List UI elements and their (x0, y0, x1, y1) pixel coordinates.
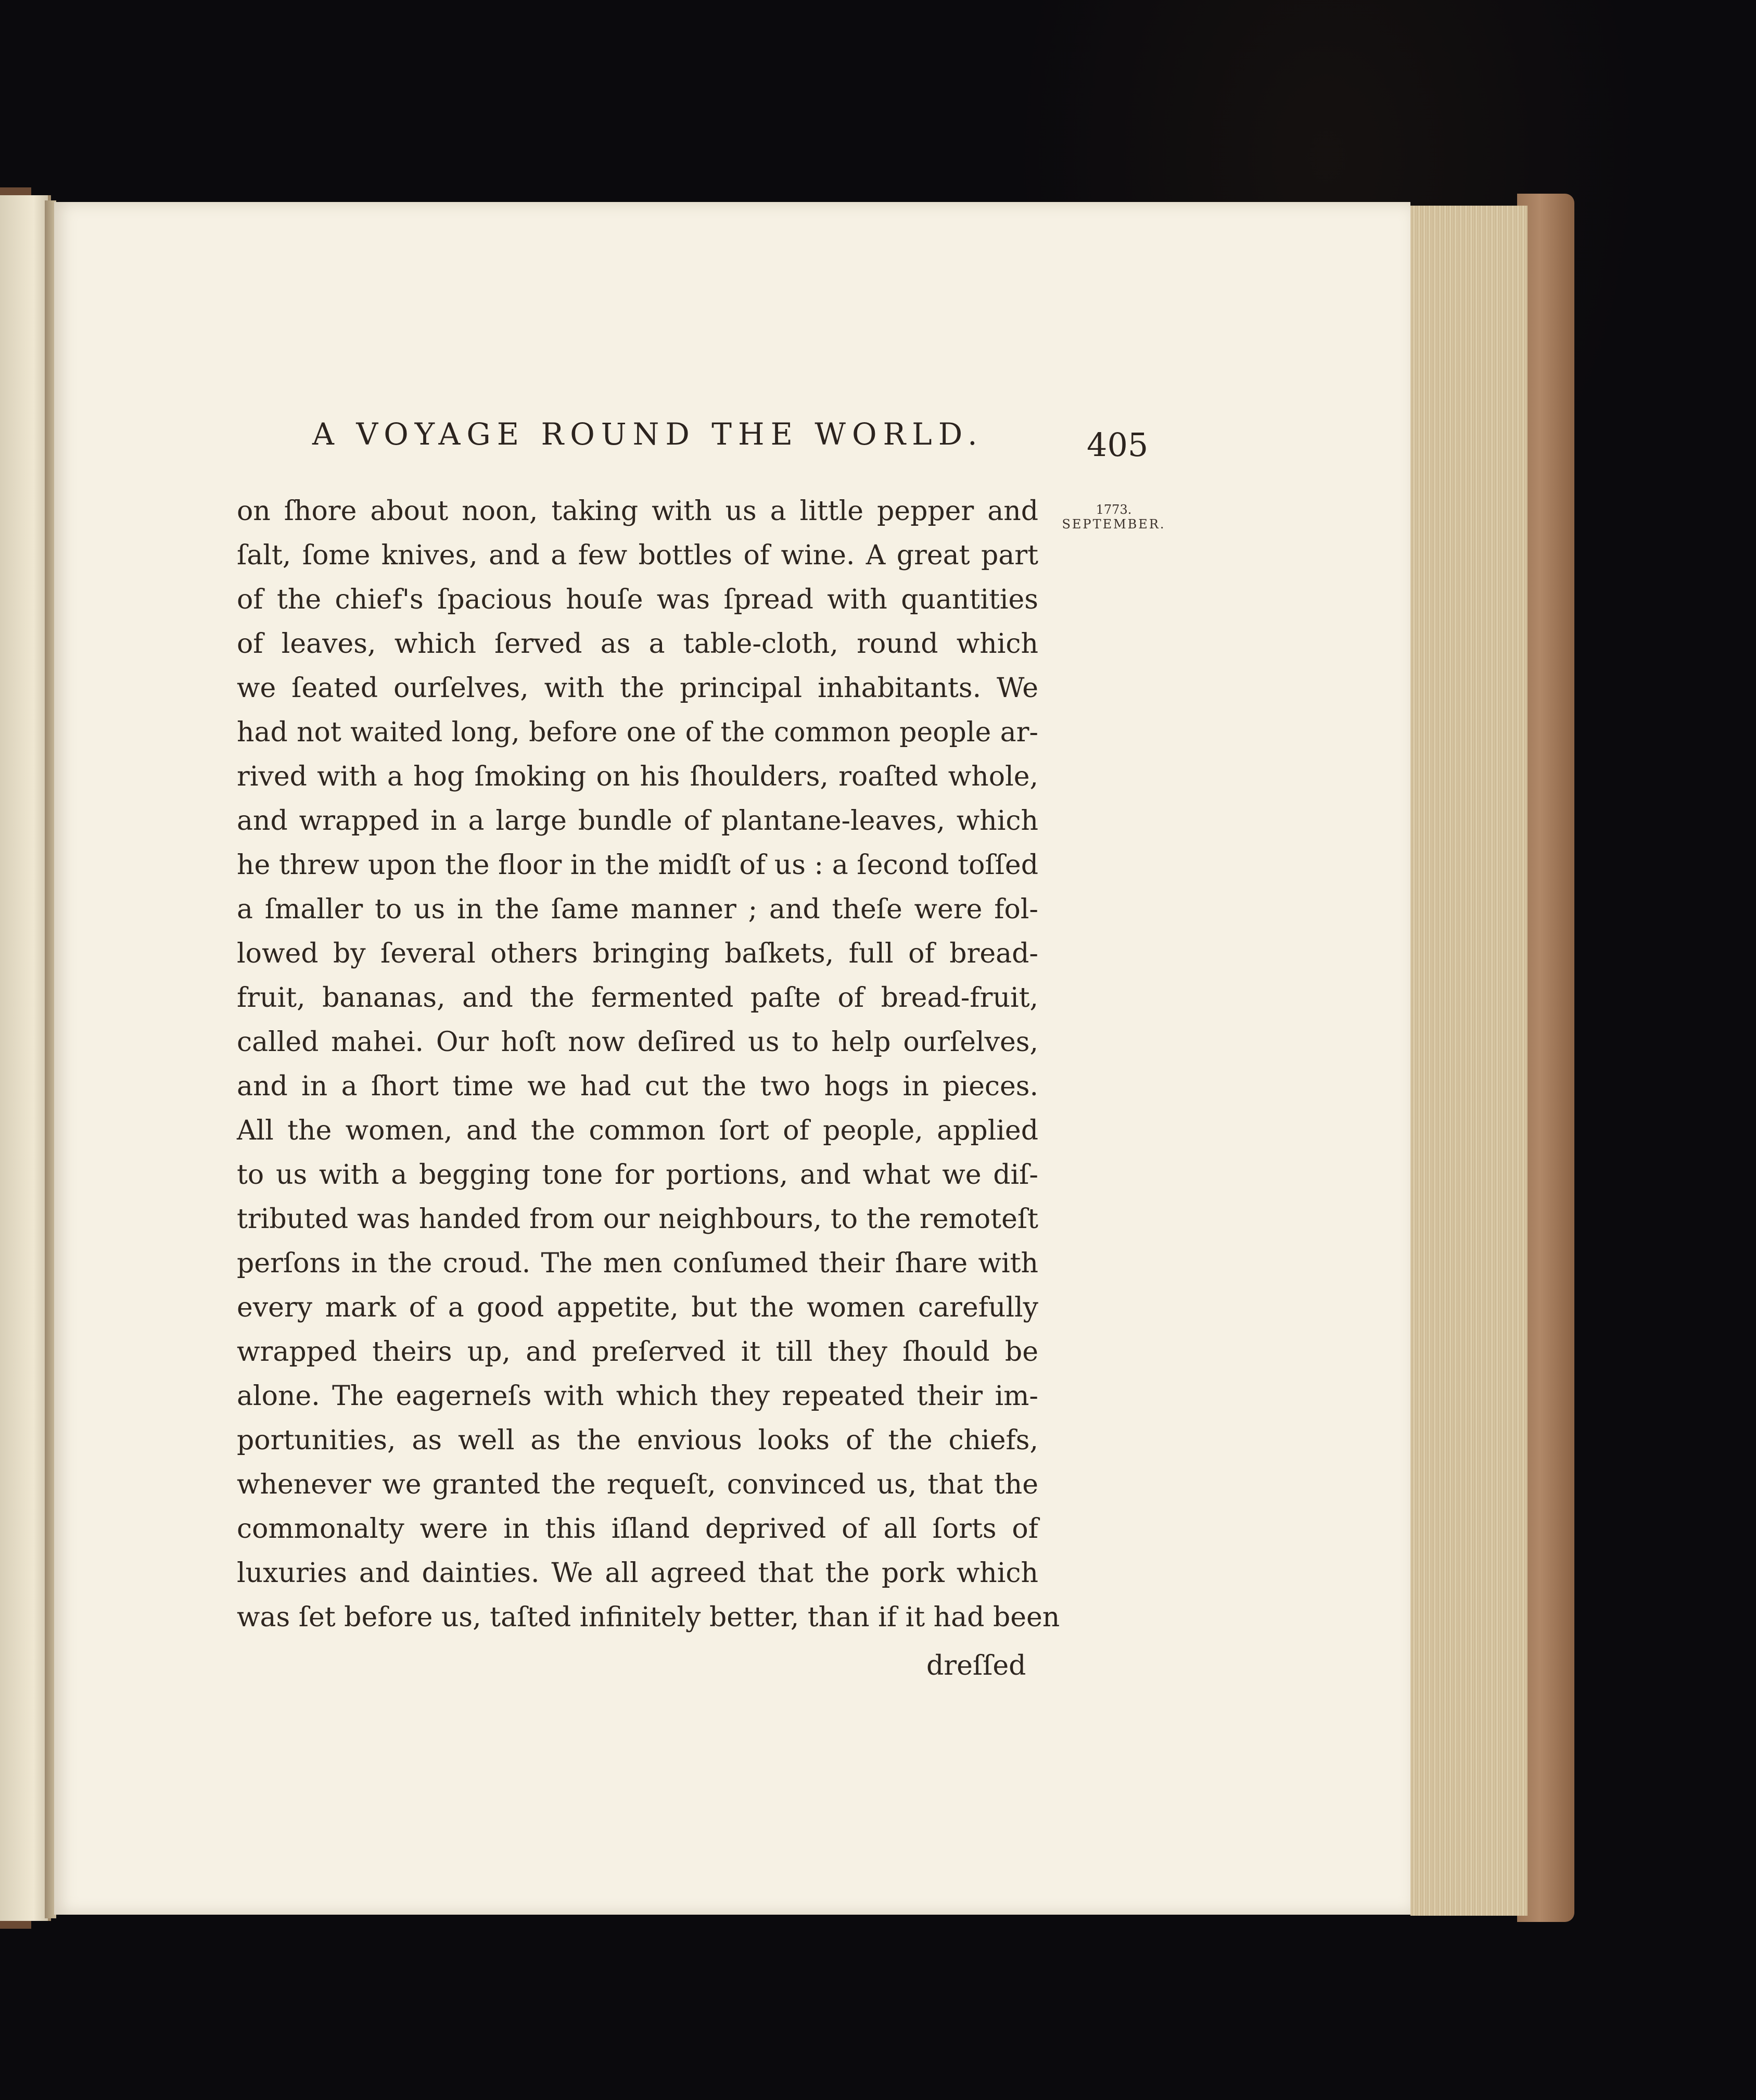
running-title: A VOYAGE ROUND THE WORLD. (312, 416, 984, 452)
text-line: of the chief's ſpacious houſe was ſpread with quantities (237, 584, 1038, 615)
text-line: ſalt, ſome knives, and a few bottles of wine. A great part (237, 540, 1038, 571)
text-line: whenever we granted the requeſt, convinced us, that the (237, 1469, 1038, 1500)
text-line: had not waited long, before one of the common people ar- (237, 717, 1038, 748)
text-line: and wrapped in a large bundle of plantane-leaves, which (237, 805, 1038, 837)
text-line: he threw upon the floor in the midſt of us : a ſecond toſſed (237, 850, 1038, 881)
text-line: on ſhore about noon, taking with us a little pepper and (237, 496, 1038, 527)
text-line: to us with a begging tone for portions, and what we diſ- (237, 1159, 1038, 1191)
text-line: of leaves, which ſerved as a table-cloth, round which (237, 628, 1038, 660)
catchword: dreſſed (926, 1650, 1026, 1681)
text-line: and in a ſhort time we had cut the two hogs in pieces. (237, 1071, 1038, 1102)
text-line: rived with a hog ſmoking on his ſhoulders, roaſted whole, (237, 761, 1038, 792)
text-line: was ſet before us, taſted infinitely better, than if it had been (237, 1602, 1060, 1633)
text-line: we ſeated ourſelves, with the principal inhabitants. We (237, 673, 1038, 704)
text-line: portunities, as well as the envious looks of the chiefs, (237, 1425, 1038, 1456)
margin-year: 1773. (1096, 502, 1132, 517)
page-stack-edge (1410, 206, 1528, 1916)
text-line: fruit, bananas, and the fermented paſte of bread-fruit, (237, 982, 1038, 1014)
text-line: every mark of a good appetite, but the women carefully (237, 1292, 1038, 1323)
margin-month: SEPTEMBER. (1062, 517, 1166, 532)
text-line: perſons in the croud. The men conſumed their ſhare with (237, 1248, 1038, 1279)
margin-date-note (1051, 502, 1176, 532)
text-line: All the women, and the common ſort of people, applied (237, 1115, 1038, 1146)
left-page-edge (0, 195, 51, 1921)
text-line: a ſmaller to us in the ſame manner ; and theſe were fol- (237, 894, 1038, 925)
text-line: tributed was handed from our neighbours, to the remoteſt (237, 1204, 1038, 1235)
text-line: wrapped theirs up, and preſerved it till they ſhould be (237, 1336, 1038, 1368)
text-line: called mahei. Our hoſt now deſired us to help ourſelves, (237, 1027, 1038, 1058)
text-line: commonalty were in this iſland deprived of all ſorts of (237, 1513, 1038, 1545)
text-line: luxuries and dainties. We all agreed that the pork which (237, 1558, 1038, 1589)
text-line: lowed by ſeveral others bringing baſkets, full of bread- (237, 938, 1038, 969)
page-number: 405 (1087, 426, 1149, 464)
body-text (237, 489, 1060, 1640)
text-line: alone. The eagerneſs with which they repeated their im- (237, 1381, 1038, 1412)
